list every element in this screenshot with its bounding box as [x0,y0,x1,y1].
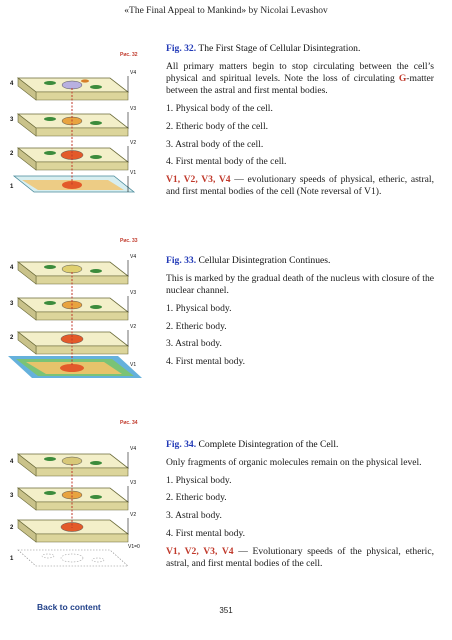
description-paragraph: Only fragments of organic molecules remain on the physical level. [166,456,422,468]
layer-number: 3 [10,301,14,307]
list-item: 1. Physical body of the cell. [166,103,273,115]
list-item: 1. Physical body. [166,302,232,314]
cell-layer-4 [18,454,128,476]
speed-symbols: V1, V2, V3, V4 [166,545,234,557]
page-number: 351 [219,606,233,615]
cell-layer-1-fragments [18,550,128,566]
list-item: 3. Astral body. [166,510,222,522]
speed-label: V2 [130,324,137,330]
list-item: 3. Astral body. [166,338,222,350]
speeds-note [166,546,434,571]
running-header: «The Final Appeal to Mankind» by Nicolai Levashov [124,6,328,16]
paragraph-text: -matter between the astral and first mental bodies. [166,73,434,97]
speed-label: V3 [130,106,137,112]
cell-layers-diagram [0,420,160,585]
speed-label: V3 [130,290,137,296]
list-item: 4. First mental body of the cell. [166,156,287,168]
cell-layer-2 [18,332,128,354]
paragraph-text: All primary matters begin to stop circulating between the cell’s physical and spiritual levels. Note the loss of circulating [166,60,434,85]
cell-layer-4 [18,78,128,100]
figure-caption [166,43,434,55]
speed-label: V2 [130,512,137,518]
layer-number: 2 [10,335,14,341]
figure-label: Рис. 33 [120,238,138,244]
layer-number: 2 [10,151,14,157]
figure-number: Fig. 33. [166,255,197,266]
caption-text: The First Stage of Cellular Disintegration. [196,43,361,54]
cell-layer-1 [14,176,134,192]
cell-layers-diagram [0,238,160,398]
g-matter-letter: G [398,73,407,85]
speeds-text: — evolutionary speeds of physical, etheric, astral, and first mental bodies of the cell (Note reversal of V1). [166,174,434,198]
list-item: 2. Etheric body. [166,320,227,332]
figure-label: Рис. 32 [120,52,138,58]
layer-number: 2 [10,525,14,531]
speed-label: V1=0 [128,544,140,550]
caption-text: Cellular Disintegration Continues. [196,255,331,266]
figure-34 [0,420,160,585]
cell-layer-4 [18,262,128,284]
figure-33 [0,238,160,398]
cell-layer-1 [8,356,142,378]
list-item: 1. Physical body. [166,474,232,486]
cell-layer-3 [18,114,128,136]
speed-label: V2 [130,140,137,146]
figure-number: Fig. 34. [166,439,197,450]
cell-layer-3 [18,298,128,320]
cell-layer-3 [18,488,128,510]
back-to-content-link[interactable]: Back to content [37,602,101,612]
cell-layer-2 [18,520,128,542]
layer-number: 4 [10,265,14,271]
list-item: 4. First mental body. [166,356,246,368]
speed-label: V4 [130,446,137,452]
figure-caption [166,255,434,267]
section-fig-32 [166,43,434,204]
description-paragraph [166,61,434,98]
speeds-text: — Evolutionary speeds of the physical, etheric, astral, and first mental bodies of the cell. [166,545,434,569]
section-fig-34 [166,439,434,576]
layer-number: 1 [10,556,14,562]
speeds-note [166,174,434,199]
cell-layers-diagram [0,52,160,202]
speed-label: V4 [130,254,137,260]
cell-layer-2 [18,148,128,170]
section-fig-33 [166,255,434,374]
speed-label: V1 [130,170,137,176]
layer-number: 3 [10,493,14,499]
layer-number: 4 [10,81,14,87]
list-item: 2. Etheric body of the cell. [166,120,269,132]
list-item: 3. Astral body of the cell. [166,138,264,150]
speed-label: V1 [130,362,137,368]
figure-32 [0,52,160,202]
speed-label: V3 [130,480,137,486]
caption-text: Complete Disintegration of the Cell. [196,439,339,450]
figure-label: Рис. 34 [120,420,138,426]
speed-label: V4 [130,70,137,76]
layer-number: 3 [10,117,14,123]
layer-number: 1 [10,184,14,190]
figure-caption [166,439,434,451]
description-paragraph: This is marked by the gradual death of the nucleus with closure of the nuclear channel. [166,272,434,297]
list-item: 2. Etheric body. [166,492,227,504]
speed-symbols: V1, V2, V3, V4 [166,174,231,186]
layer-number: 4 [10,459,14,465]
list-item: 4. First mental body. [166,527,246,539]
figure-number: Fig. 32. [166,43,197,54]
